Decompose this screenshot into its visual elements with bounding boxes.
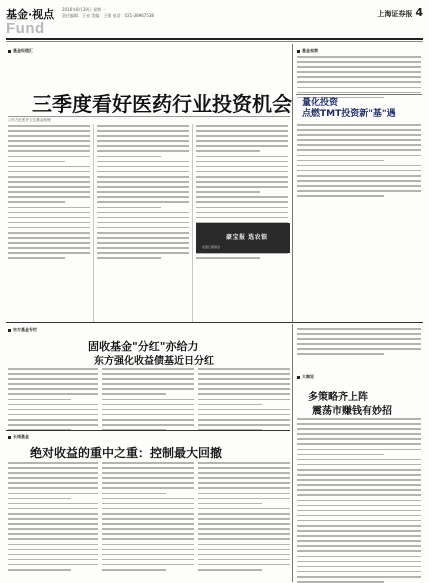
article3-headline-1: 多策略齐上阵 bbox=[308, 392, 368, 403]
sidebar-kicker bbox=[297, 48, 318, 54]
article3-kicker bbox=[297, 374, 314, 380]
article2-col2 bbox=[102, 368, 194, 434]
section-rule bbox=[6, 430, 290, 431]
masthead-rule bbox=[6, 38, 423, 40]
article2-col3 bbox=[198, 368, 290, 434]
article3-top-text bbox=[297, 328, 421, 359]
masthead bbox=[6, 4, 423, 50]
article2-col1 bbox=[8, 368, 98, 434]
masthead-date: 2016年8月29日 星期一 bbox=[62, 7, 106, 12]
article3-kicker-label: 大咖说 bbox=[302, 374, 314, 379]
sidebar-title-2: 点燃TMT投资新"基"遇 bbox=[302, 109, 396, 119]
advertisement[interactable] bbox=[196, 223, 290, 253]
article3-text bbox=[297, 418, 421, 583]
article4-kicker-label: 长城基金 bbox=[13, 434, 29, 439]
section-rule bbox=[6, 322, 423, 323]
article1-rule bbox=[8, 116, 290, 117]
article4-kicker bbox=[8, 434, 29, 440]
kicker-square-icon bbox=[8, 436, 11, 439]
ad-sub-text: 农银汇理基金 bbox=[202, 245, 221, 249]
article2-headline-2: 东方强化收益债基近日分红 bbox=[94, 356, 214, 367]
section-name: 基金·视点 bbox=[6, 8, 55, 21]
masthead-editor: 责任编辑：王亮 美编：王强 电话：021-38967538 bbox=[62, 13, 154, 18]
paper-name bbox=[377, 6, 423, 19]
masthead-meta bbox=[62, 7, 154, 19]
article4-col1 bbox=[8, 462, 98, 574]
masthead-rule-thin bbox=[6, 41, 423, 42]
article1-byline: ○东方红医疗卫生基金经理 bbox=[8, 118, 51, 122]
section-english: Fund bbox=[6, 20, 45, 37]
ad-text: 豪宝报 选农银 bbox=[226, 234, 268, 241]
sidebar-tmt-text bbox=[297, 124, 421, 200]
article1-kicker bbox=[8, 48, 33, 54]
sidebar-kicker-label: 基金观察 bbox=[302, 48, 318, 53]
article4-col3 bbox=[198, 462, 290, 574]
article1-col1 bbox=[8, 125, 90, 263]
article4-headline: 绝对收益的重中之重：控制最大回撤 bbox=[30, 446, 223, 460]
page-number: 4 bbox=[415, 6, 423, 19]
article2-kicker bbox=[8, 327, 37, 333]
column-divider bbox=[192, 124, 193, 322]
article1-headline: 三季度看好医药行业投资机会 bbox=[32, 92, 292, 116]
kicker-square-icon bbox=[8, 329, 11, 332]
article4-col2 bbox=[102, 462, 194, 574]
article2-headline-1: 固收基金"分红"亦给力 bbox=[88, 340, 199, 353]
column-divider bbox=[93, 124, 94, 322]
article1-col2 bbox=[97, 125, 189, 263]
article2-kicker-label: 东方基金专栏 bbox=[13, 327, 37, 332]
kicker-square-icon bbox=[297, 50, 300, 53]
paper-title: 上海证券报 bbox=[377, 10, 413, 18]
kicker-square-icon bbox=[8, 50, 11, 53]
article3-headline-2: 震荡市赚钱有妙招 bbox=[312, 406, 392, 417]
kicker-square-icon bbox=[297, 376, 300, 379]
article1-kicker-label: 基金经理汇 bbox=[13, 48, 33, 53]
sidebar-divider bbox=[292, 44, 293, 322]
sidebar-rule bbox=[296, 94, 422, 95]
sidebar-title-1: 量化投资 bbox=[302, 98, 339, 108]
sidebar-divider bbox=[292, 324, 293, 582]
